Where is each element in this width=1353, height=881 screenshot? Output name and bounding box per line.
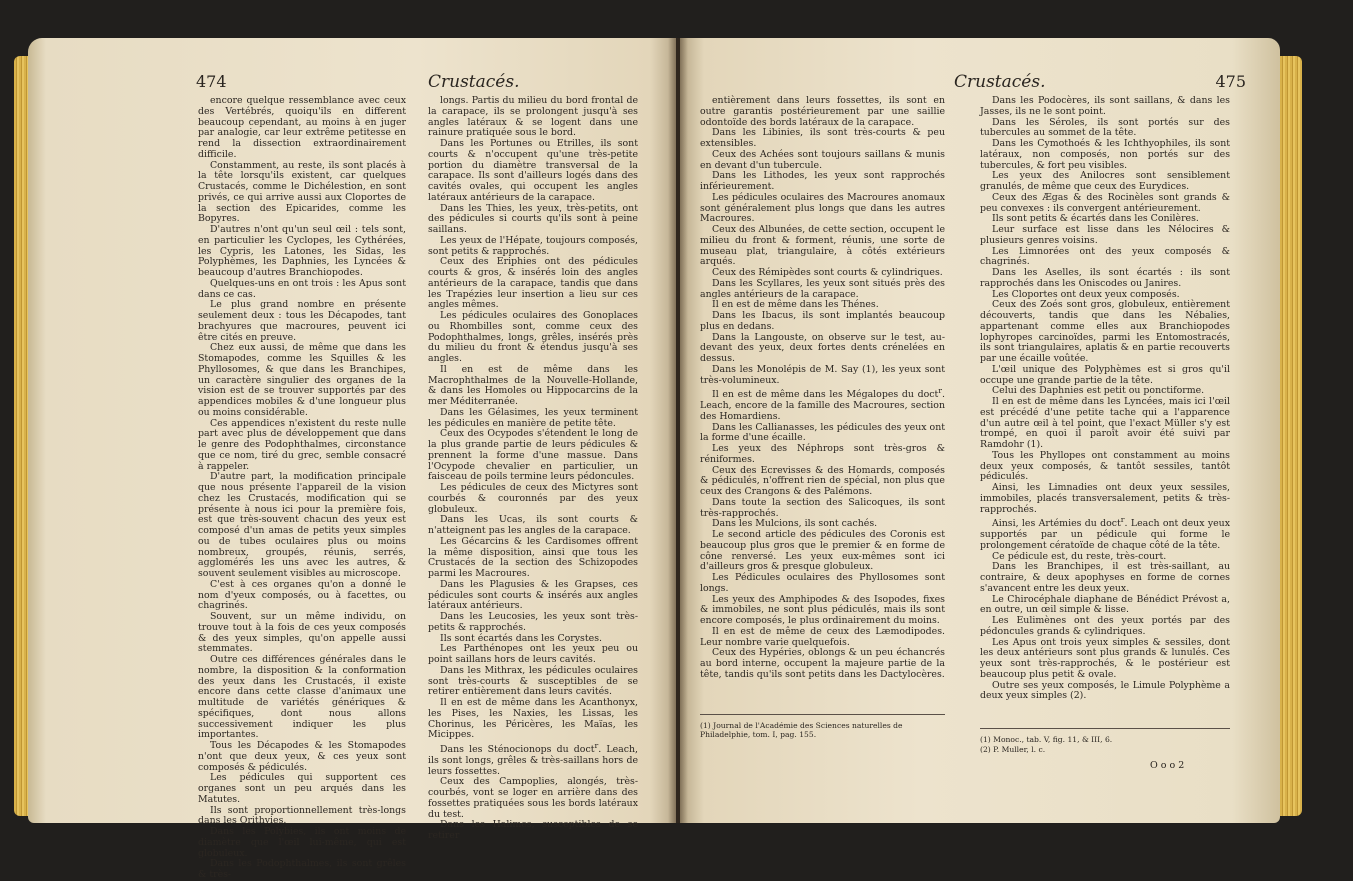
paragraph: Dans les Polybies, ils ont moins de diamètre que l'œil lui-même, qui est globuleux.: [198, 826, 406, 859]
paragraph: Les yeux des Néphrops sont très-gros & réniformes.: [700, 443, 945, 465]
paragraph: Ils sont écartés dans les Corystes.: [440, 632, 602, 644]
text-column-2: [980, 96, 1230, 702]
paragraph: Constamment, au reste, ils sont placés à la tête lorsqu'ils existent, car quelques Crustacés, comme le Dichélestion, en sont privés, ce qui arrive aussi aux Cloportes de la section des Epicarides, comme les Bopyres.: [198, 159, 406, 225]
left-page: [28, 38, 676, 880]
page-edge-right: [1280, 56, 1302, 816]
paragraph: Dans les Branchipes, il est très-saillant, au contraire, & deux apophyses en forme de cornes s'avancent entre les deux yeux.: [980, 561, 1230, 594]
paragraph: Dans les Ibacus, ils sont implantés beaucoup plus en dedans.: [700, 310, 945, 332]
text-column-1: [700, 96, 945, 681]
paragraph: Outre ses yeux composés, le Limule Polyphème a deux yeux simples (2).: [980, 679, 1230, 702]
footnote-rule: [980, 728, 1230, 729]
paragraph: Ainsi, les Artémies du doct$^r$. Leach ont deux yeux supportés par un pédicule qui forme le prolongement cératoïde de chaque côté de la tête.: [980, 515, 1230, 551]
paragraph: Dans les Séroles, ils sont portés sur des tubercules au sommet de la tête.: [980, 116, 1230, 139]
paragraph: Tous les Phyllopes ont constamment au moins deux yeux composés, & tantôt sessiles, tantôt pédiculés.: [980, 449, 1230, 483]
paragraph: Dans toute la section des Salicoques, ils sont très-rapprochés.: [700, 496, 945, 519]
paragraph: Souvent, sur un même individu, on trouve tout à la fois de ces yeux composés & des yeux simples, qu'on appelle aussi stemmates.: [198, 611, 406, 655]
paragraph: longs. Partis du milieu du bord frontal de la carapace, ils se prolongent jusqu'à ses angles latéraux & se logent dans une rainure pratiquée sous le bord.: [428, 95, 638, 139]
paragraph: Ceux des Hypéries, oblongs & un peu échancrés au bord interne, occupent la majeure partie de la tête, tandis qu'ils sont petits dans les Dactylocères.: [700, 647, 945, 680]
paragraph: Dans la Langouste, on observe sur le test, au-devant des yeux, deux fortes dents crénelées en dessus.: [700, 331, 945, 364]
paragraph: Dans les Mulcions, ils sont cachés.: [712, 518, 878, 530]
paragraph: Dans les Thies, les yeux, très-petits, ont des pédicules si courts qu'ils sont à peine saillans.: [428, 202, 638, 235]
paragraph: Ceux des Zoés sont gros, globuleux, entièrement découverts, tandis que dans les Nébalies, appartenant comme elles aux Branchiopodes lophyropes carcinoïdes, parmi les Entomostracés, ils sont triangulaires, aplatis & en partie recouverts par une écaille voûtée.: [980, 299, 1230, 364]
paragraph: Il en est de même dans les Macrophthalmes de la Nouvelle-Hollande, & dans les Homoles ou Hippocarcins de la mer Méditerranée.: [428, 363, 638, 407]
paragraph: Chez eux aussi, de même que dans les Stomapodes, comme les Squilles & les Phyllosomes, & que dans les Branchipes, un caractère singulier des organes de la vision est de se trouver supportés par des appendices mobiles & d'une longueur plus ou moins considérable.: [198, 342, 406, 418]
paragraph: Les yeux des Amphipodes & des Isopodes, fixes & immobiles, ne sont plus pédiculés, mais ils sont encore composés, le plus ordinairement du moins.: [700, 593, 945, 627]
paragraph: Les Eulimènes ont des yeux portés par des pédoncules grands & cylindriques.: [980, 615, 1230, 637]
paragraph: Ceux des Eriphies ont des pédicules courts & gros, & insérés loin des angles antérieurs de la carapace, tandis que dans les Trapézies leur insertion a lieu sur ces angles mêmes.: [428, 256, 638, 311]
paragraph: Les pédicules oculaires des Macroures anomaux sont généralement plus longs que dans les autres Macroures.: [700, 191, 945, 225]
paragraph: Les yeux des Anilocres sont sensiblement granulés, de même que ceux des Eurydices.: [980, 170, 1230, 192]
paragraph: Dans les Scyllares, les yeux sont situés près des angles antérieurs de la carapace.: [700, 277, 945, 300]
paragraph: Dans les Monolépis de M. Say (1), les yeux sont très-volumineux.: [700, 363, 945, 386]
paragraph: Dans les Portunes ou Etrilles, ils sont courts & n'occupent qu'une très-petite portion du diamètre transversal de la carapace. Ils sont d'ailleurs logés dans des cavités ovales, qui occupent les angles latéraux antérieurs de la carapace.: [428, 138, 638, 203]
paragraph: C'est à ces organes qu'on a donné le nom d'yeux composés, ou à facettes, ou chagrinés.: [198, 578, 406, 612]
paragraph: Ces appendices n'existent du reste nulle part avec plus de développement que dans le genre des Podophthalmes, circonstance que ce nom, tiré du grec, semble consacré à rappeler.: [198, 417, 406, 472]
paragraph: Les pédicules oculaires des Gonoplaces ou Rhombilles sont, comme ceux des Podophthalmes, longs, grêles, insérés près du milieu du front & étendus jusqu'à ses angles.: [428, 310, 638, 364]
footnote-rule: [700, 714, 945, 715]
paragraph: Dans les Halimes, susceptibles de se retirer: [428, 819, 638, 842]
text-column-2: [428, 96, 638, 842]
paragraph: Ceux des Ocypodes s'étendent le long de la plus grande partie de leurs pédicules & prennent la forme d'une massue. Dans l'Ocypode chevalier en particulier, un faisceau de poils termine leurs pédoncules.: [428, 428, 638, 483]
paragraph: L'œil unique des Polyphèmes est si gros qu'il occupe une grande partie de la tête.: [980, 363, 1230, 386]
paragraph: Les yeux de l'Hépate, toujours composés, sont petits & rapprochés.: [428, 234, 638, 257]
paragraph: Dans les Libinies, ils sont très-courts & peu extensibles.: [700, 127, 945, 149]
paragraph: Dans les Plagusies & les Grapses, ces pédicules sont courts & insérés aux angles latéraux antérieurs.: [428, 578, 638, 612]
paragraph: D'autre part, la modification principale que nous présente l'appareil de la vision chez les Crustacés, modification qui se présente à nous ici pour la première fois, est que très-souvent chacun des yeux est composé d'un amas de petits yeux simples ou de tubes oculaires plus ou moins nombreux, groupés, réunis, serrés, agglomérés les uns avec les autres, & souvent seulement visibles au microscope.: [198, 471, 406, 579]
paragraph: Ceux des Ecrevisses & des Homards, composés & pédiculés, n'offrent rien de spécial, non plus que ceux des Crangons & des Palémons.: [700, 464, 945, 498]
paragraph: Ils sont proportionnellement très-longs dans les Orithyies.: [198, 804, 406, 827]
paragraph: Ceux des Achées sont toujours saillans & munis en devant d'un tubercule.: [700, 148, 945, 171]
text-column-1: [198, 96, 406, 881]
paragraph: entièrement dans leurs fossettes, ils sont en outre garantis postérieurement par une saillie odontoïde des bords latéraux de la carapace.: [700, 95, 945, 128]
paragraph: Dans les Aselles, ils sont écartés : ils sont rapprochés dans les Oniscodes ou Janires.: [980, 267, 1230, 289]
paragraph: Dans les Lithodes, les yeux sont rapprochés inférieurement.: [700, 170, 945, 192]
signature-mark: O o o 2: [1150, 760, 1185, 771]
paragraph: Il en est de même de ceux des Læmodipodes. Leur nombre varie quelquefois.: [700, 625, 945, 648]
paragraph: Ceux des Ægas & des Rocinèles sont grands & peu convexes : ils convergent antérieurement.: [980, 191, 1230, 214]
book-gutter: [668, 38, 688, 823]
open-book: [28, 38, 1328, 880]
paragraph: Dans les Mithrax, les pédicules oculaires sont très-courts & susceptibles de se retirer entièrement dans leurs cavités.: [428, 664, 638, 698]
paragraph: Dans les Gélasimes, les yeux terminent les pédicules en manière de petite tête.: [428, 406, 638, 429]
paragraph: Les Pédicules oculaires des Phyllosomes sont longs.: [700, 572, 945, 594]
paragraph: Le plus grand nombre en présente seulement deux : tous les Décapodes, tant brachyures que macroures, peuvent ici être cités en preuve.: [198, 299, 406, 343]
running-title: Crustacés.: [954, 72, 1046, 92]
paragraph: encore quelque ressemblance avec ceux des Vertébrés, quoiqu'ils en different beaucoup cependant, au moins à en juger par analogie, car leur extrême petitesse en rend la dissection extraordinairement difficile.: [198, 95, 406, 160]
paragraph: Dans les Leucosies, les yeux sont très-petits & rapprochés.: [428, 611, 638, 633]
paragraph: Les Parthénopes ont les yeux peu ou point saillans hors de leurs cavités.: [428, 643, 638, 665]
paragraph: Dans les Callianasses, les pédicules des yeux ont la forme d'une écaille.: [700, 421, 945, 444]
footnote: (2) P. Muller, l. c.: [980, 745, 1046, 754]
paragraph: Ceux des Albunées, de cette section, occupent le milieu du front & forment, réunis, une sorte de museau plat, triangulaire, à côtés extérieurs arqués.: [700, 224, 945, 268]
paragraph: Quelques-uns en ont trois : les Apus sont dans ce cas.: [198, 277, 406, 300]
paragraph: Les Gécarcins & les Cardisomes offrent la même disposition, ainsi que tous les Crustacés de la section des Schizopodes parmi les Macroures.: [428, 535, 638, 579]
paragraph: Outre ces différences générales dans le nombre, la disposition & la conformation des yeux dans les Crustacés, il existe encore dans cette classe d'animaux une multitude de variétés génériques & spécifiques, dont nous allons successivement indiquer les plus importantes.: [198, 654, 406, 741]
paragraph: Le second article des pédicules des Coronis est beaucoup plus gros que le premier & en forme de cône renversé. Les yeux eux-mêmes sont ici d'ailleurs gros & presque globuleux.: [700, 529, 945, 573]
paragraph: Ils sont petits & écartés dans les Conilères.: [992, 213, 1199, 225]
right-page: [680, 38, 1280, 823]
paragraph: Ceux des Campoplies, alongés, très-courbés, vont se loger en arrière dans des fossettes pratiquées sous les bords latéraux du test.: [428, 776, 638, 820]
paragraph: Les pédicules de ceux des Mictyres sont courbés & couronnés par des yeux globuleux.: [428, 482, 638, 515]
footnote: (1) Journal de l'Académie des Sciences naturelles de Philadelphie, tom. I, pag. 155.: [700, 721, 903, 739]
paragraph: Ainsi, les Limnadies ont deux yeux sessiles, immobiles, placés transversalement, petits & très-rapprochés.: [980, 482, 1230, 515]
paragraph: Il en est de même dans les Lyncées, mais ici l'œil est précédé d'une petite tache qui a l'apparence d'un autre œil à tel point, que l'exact Müller s'y est trompé, en quoi il paroît avoir été suivi par Ramdohr (1).: [980, 396, 1230, 450]
paragraph: Le Chirocéphale diaphane de Bénédict Prévost a, en outre, un œil simple & lisse.: [980, 593, 1230, 616]
paragraph: Il en est de même dans les Mégalopes du doct$^r$. Leach, encore de la famille des Macroures, section des Homardiens.: [700, 386, 945, 422]
paragraph: Celui des Daphnies est petit ou ponctiforme.: [992, 385, 1205, 397]
paragraph: Il en est de même dans les Thénes.: [712, 299, 879, 311]
paragraph: Il en est de même dans les Acanthonyx, les Pises, les Naxies, les Lissas, les Chorinus, les Péricères, les Maïas, les Micippes.: [428, 697, 638, 741]
paragraph: Dans les Podocères, ils sont saillans, & dans les Jasses, ils ne le sont point.: [980, 95, 1230, 117]
paragraph: Dans les Sténocionops du doct$^r$. Leach, ils sont longs, grêles & très-saillans hors de leurs fossettes.: [428, 741, 638, 777]
page-number: 474: [196, 72, 227, 91]
page-number: 475: [1215, 72, 1246, 91]
paragraph: Ceux des Rémipèdes sont courts & cylindriques.: [712, 267, 943, 278]
paragraph: Leur surface est lisse dans les Nélocires & plusieurs genres voisins.: [980, 224, 1230, 246]
paragraph: Dans les Ucas, ils sont courts & n'atteignent pas les angles de la carapace.: [428, 514, 638, 536]
footnote: (1) Monoc., tab. V, fig. 11, & III, 6.: [980, 735, 1113, 744]
paragraph: Dans les Podophthalmes, ils sont grêles & très-: [198, 858, 406, 880]
paragraph: Tous les Décapodes & les Stomapodes n'ont que deux yeux, & ces yeux sont composés & pédiculés.: [198, 740, 406, 773]
page-edge-left: [14, 56, 28, 816]
paragraph: Les Limnorées ont des yeux composés & chagrinés.: [980, 245, 1230, 268]
paragraph: Les Cloportes ont deux yeux composés.: [992, 288, 1180, 300]
paragraph: Les pédicules qui supportent ces organes sont un peu arqués dans les Matutes.: [198, 772, 406, 805]
paragraph: D'autres n'ont qu'un seul œil : tels sont, en particulier les Cyclopes, les Cythérées, les Cypris, les Latones, les Sidas, les Polyphèmes, les Daphnies, les Lyncées & beaucoup d'autres Branchiopodes.: [198, 224, 406, 278]
running-title: Crustacés.: [428, 72, 520, 92]
paragraph: Les Apus ont trois yeux simples & sessiles, dont les deux antérieurs sont plus grands & lunulés. Ces yeux sont très-rapprochés, & le postérieur est beaucoup plus petit & ovale.: [980, 636, 1230, 680]
paragraph: Ce pédicule est, du reste, très-court.: [992, 550, 1167, 562]
paragraph: Dans les Cymothoés & les Ichthyophiles, ils sont latéraux, non composés, non portés sur des tubercules, & fort peu visibles.: [980, 138, 1230, 171]
